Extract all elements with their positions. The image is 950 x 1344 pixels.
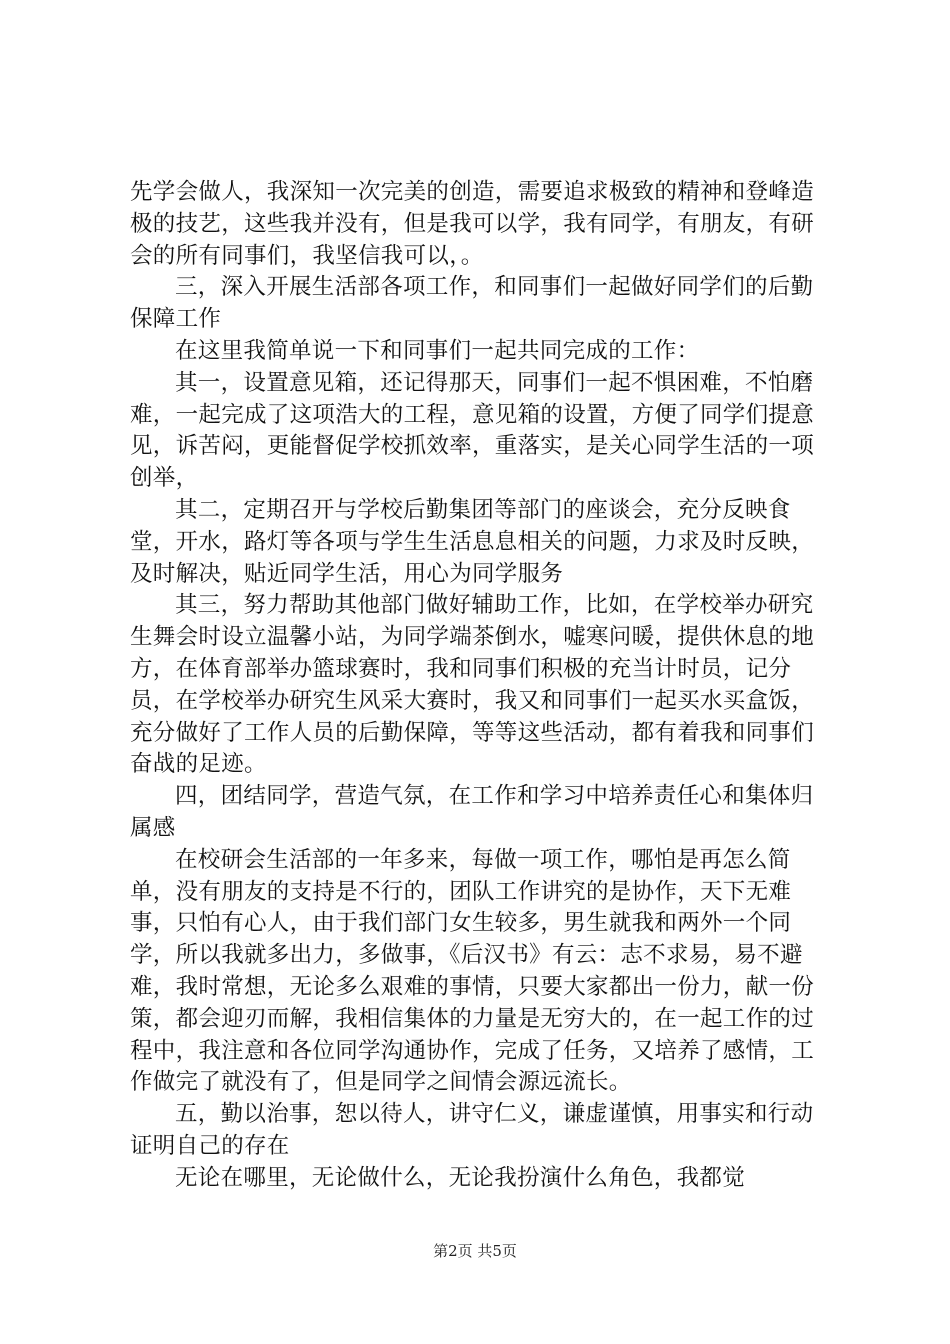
section-heading: 三，深入开展生活部各项工作，和同事们一起做好同学们的后勤保障工作 (130, 274, 814, 333)
document-body (130, 177, 835, 1195)
paragraph: 先学会做人，我深知一次完美的创造，需要追求极致的精神和登峰造极的技艺，这些我并没有，但是我可以学，我有同学，有朋友，有研会的所有同事们，我坚信我可以，。 (130, 179, 815, 269)
section-heading: 五，勤以治事，恕以待人，讲守仁义，谦虚谨慎，用事实和行动证明自己的存在 (130, 1101, 814, 1159)
paragraph: 其三，努力帮助其他部门做好辅助工作，比如，在学校举办研究生舞会时设立温馨小站，为同学端茶倒水，嘘寒问暖，提供休息的地方，在体育部举办篮球赛时，我和同事们积极的充当计时员，记分员，在学校举办研究生风采大赛时，我又和同事们一起买水买盒饭，充分做好了工作人员的后勤保障，等等这些活动，都有着我和同事们奋战的足迹。 (130, 592, 815, 778)
section-heading: 四，团结同学，营造气氛，在工作和学习中培养责任心和集体归属感 (130, 783, 814, 841)
paragraph: 在校研会生活部的一年多来，每做一项工作，哪怕是再怎么简单，没有朋友的支持是不行的，团队工作讲究的是协作，天下无难事，只怕有心人，由于我们部门女生较多，男生就我和两外一个同学，所以我就多出力，多做事，《后汉书》有云：志不求易，易不避难，我时常想，无论多么艰难的事情，只要大家都出一份力，献一份策，都会迎刃而解，我相信集体的力量是无穷大的，在一起工作的过程中，我注意和各位同学沟通协作，完成了任务，又培养了感情，工作做完了就没有了，但是同学之间情会源远流长。 (130, 846, 815, 1096)
paragraph: 其二，定期召开与学校后勤集团等部门的座谈会，充分反映食堂，开水，路灯等各项与学生生活息息相关的问题，力求及时反映，及时解决，贴近同学生活，用心为同学服务 (130, 496, 815, 587)
page-footer: 第2页 共5页 (433, 1242, 517, 1260)
paragraph: 其一，设置意见箱，还记得那天，同事们一起不惧困难，不怕磨难，一起完成了这项浩大的工程，意见箱的设置，方便了同学们提意见，诉苦闷，更能督促学校抓效率，重落实，是关心同学生活的一项创举， (130, 369, 815, 492)
paragraph: 无论在哪里，无论做什么，无论我扮演什么角色，我都觉 (175, 1164, 746, 1191)
paragraph: 在这里我简单说一下和同事们一起共同完成的工作： (175, 337, 700, 364)
